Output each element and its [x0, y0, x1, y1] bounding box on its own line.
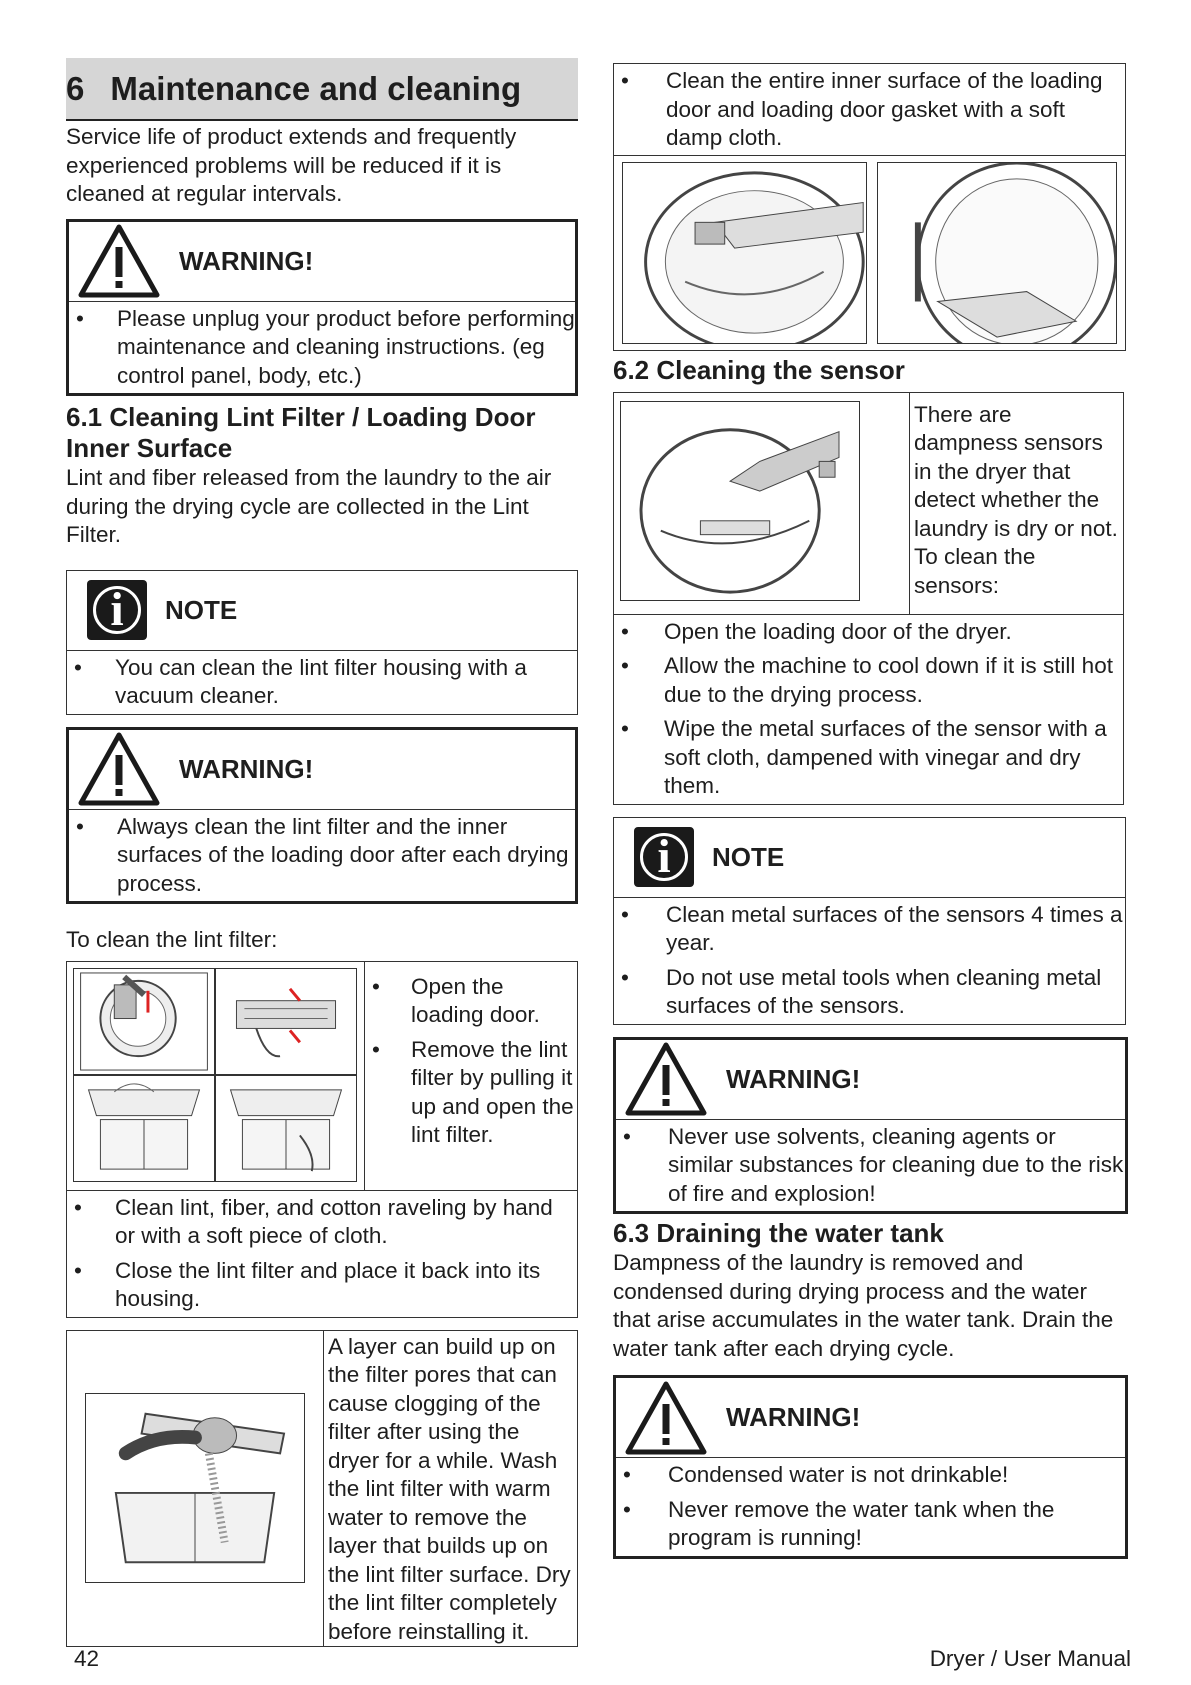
warning-item: • Never use solvents, cleaning agents or similar substances for cleaning due to the risk of fire and explosion!: [623, 1123, 1124, 1206]
note-item: • Clean metal surfaces of the sensors 4 times a year.: [621, 901, 1123, 955]
right-column: [613, 63, 1127, 1559]
lint-filter-steps-box: [66, 961, 578, 1318]
step-item: • Remove the lint filter by pulling it up and open the lint filter.: [372, 1036, 574, 1147]
warning-title: WARNING!: [726, 1402, 861, 1432]
document-title: Dryer / User Manual: [929, 1646, 1131, 1671]
note-title: NOTE: [165, 594, 238, 625]
section-heading: [66, 58, 578, 121]
step-item: • Clean lint, fiber, and cotton raveling by hand or with a soft piece of cloth.: [74, 1194, 553, 1248]
step-item: • Close the lint filter and place it back into its housing.: [74, 1257, 541, 1311]
filter-wash-illustration: [85, 1393, 305, 1583]
filter-wash-text: A layer can build up on the filter pores that can cause clogging of the filter after using the dryer for a while. Wash the lint filter with warm water to remove the layer that builds up on the lint filter surface. Dry the lint filter completely before reinstalling it.: [328, 1333, 571, 1644]
note-item: • You can clean the lint filter housing with a vacuum cleaner.: [74, 654, 527, 708]
subsection-title-6-2: 6.2 Cleaning the sensor: [613, 354, 905, 385]
warning-box-unplug: [66, 219, 578, 397]
subsection-title-6-3: 6.3 Draining the water tank: [613, 1218, 944, 1248]
sensor-item: • Open the loading door of the dryer.: [621, 618, 1012, 644]
info-icon: i: [87, 580, 147, 640]
section-intro: Service life of product extends and frequently experienced problems will be reduced if it is cleaned at regular intervals.: [66, 124, 517, 206]
lint-filter-illustration: [73, 968, 357, 1182]
note-title: NOTE: [712, 841, 785, 872]
gasket-wipe-illustration: [877, 162, 1117, 344]
filter-wash-box: [66, 1330, 578, 1648]
left-column: [66, 58, 578, 1647]
warning-item: • Never remove the water tank when the program is running!: [623, 1496, 1055, 1550]
sensor-side-text: There are dampness sensors in the dryer that detect whether the laundry is dry or not. To clean the sensors:: [914, 401, 1118, 598]
warning-box-solvents: [613, 1037, 1128, 1215]
warning-title: WARNING!: [726, 1063, 861, 1094]
note-box-sensors: [613, 817, 1126, 1025]
warning-triangle-icon: [77, 731, 161, 807]
door-cleaning-box: [613, 63, 1126, 351]
warning-triangle-icon: [624, 1380, 708, 1456]
warning-item: • Always clean the lint filter and the inner surfaces of the loading door after each drying process.: [76, 813, 569, 896]
warning-title: WARNING!: [179, 753, 314, 784]
note-box-vacuum: [66, 570, 578, 715]
warning-box-water: [613, 1375, 1128, 1559]
warning-item: • Please unplug your product before performing maintenance and cleaning instructions. (eg control panel, body, etc.): [76, 305, 575, 388]
section-title: Maintenance and cleaning: [110, 69, 522, 107]
info-icon: i: [634, 827, 694, 887]
page-number: 42: [74, 1646, 100, 1671]
warning-box-clean-filter: [66, 727, 578, 905]
sensor-item: • Wipe the metal surfaces of the sensor with a soft cloth, dampened with vinegar and dry them.: [621, 716, 1107, 798]
subsection-intro-6-1: Lint and fiber released from the laundry to the air during the drying cycle are collected in the Lint Filter.: [66, 465, 552, 547]
note-item: • Do not use metal tools when cleaning metal surfaces of the sensors.: [621, 964, 1102, 1018]
warning-triangle-icon: [77, 223, 161, 299]
sensor-illustration: [620, 401, 860, 601]
to-clean-label: To clean the lint filter:: [66, 927, 278, 952]
sensor-box: [613, 392, 1124, 805]
door-wipe-illustration: [622, 162, 867, 344]
sensor-item: • Allow the machine to cool down if it is still hot due to the drying process.: [621, 653, 1113, 707]
step-item: • Open the loading door.: [372, 973, 540, 1027]
door-item: • Clean the entire inner surface of the loading door and loading door gasket with a soft damp cloth.: [614, 64, 1125, 156]
subsection-intro-6-3: Dampness of the laundry is removed and condensed during drying process and the water that arise accumulates in the water tank. Drain the water tank after each drying cycle.: [613, 1250, 1114, 1361]
warning-triangle-icon: [624, 1041, 708, 1117]
warning-item: • Condensed water is not drinkable!: [623, 1462, 1009, 1487]
subsection-title-6-1: 6.1 Cleaning Lint Filter / Loading Door Inner Surface: [66, 402, 536, 463]
section-number: 6: [66, 69, 85, 107]
warning-title: WARNING!: [179, 245, 314, 276]
